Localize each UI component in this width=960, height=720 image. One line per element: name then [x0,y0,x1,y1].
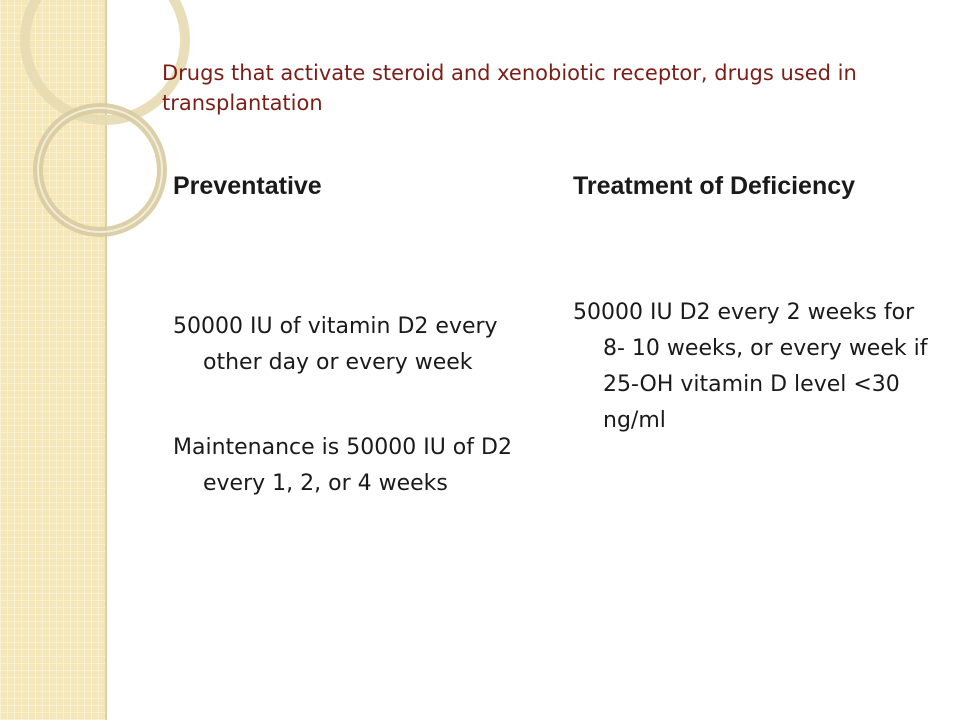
slide-title: Drugs that activate steroid and xenobiotic receptor, drugs used in transplantation [162,61,857,115]
preventative-bullet-2: Maintenance is 50000 IU of D2 every 1, 2, or 4 weeks [173,435,512,496]
decorative-rings-icon [0,0,200,240]
treatment-heading: Treatment of Deficiency [573,172,856,200]
preventative-bullet-1: 50000 IU of vitamin D2 every other day or every week [173,314,498,375]
treatment-bullet-1: 50000 IU D2 every 2 weeks for 8- 10 weeks, or every week if 25-OH vitamin D level <30 ng/ml [573,300,928,433]
preventative-heading: Preventative [173,172,322,200]
